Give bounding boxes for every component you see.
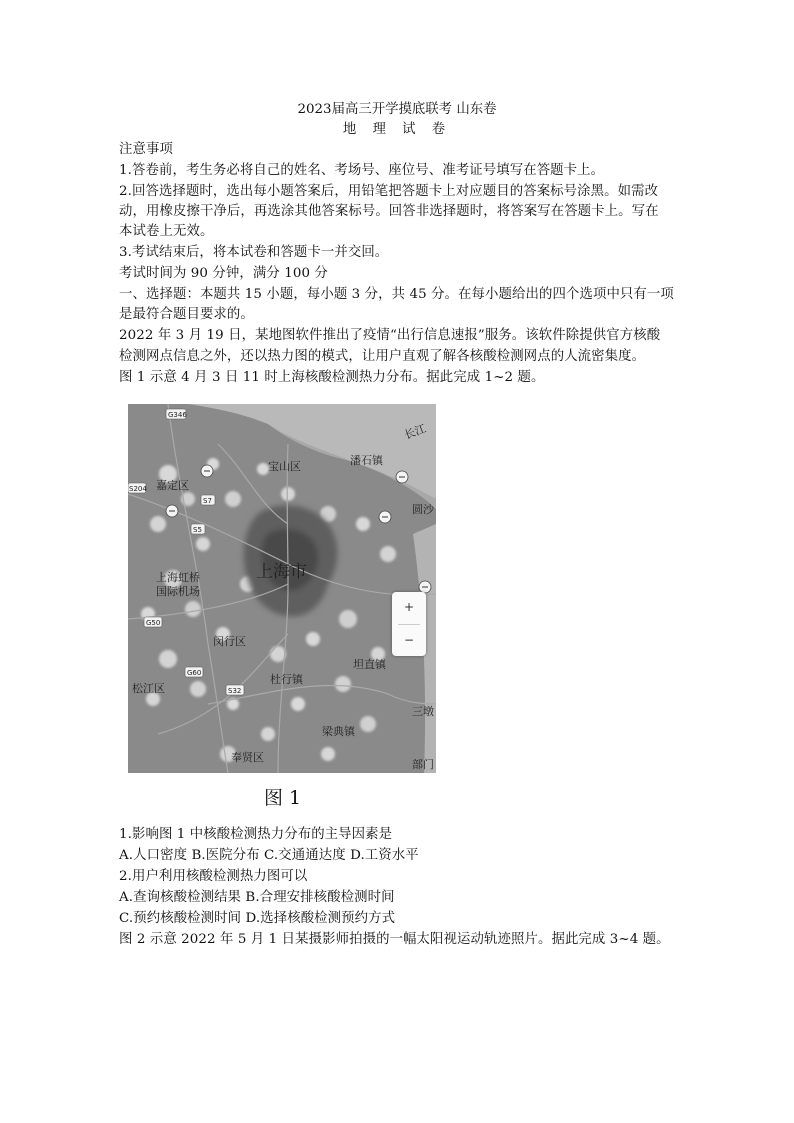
notice-item: 本试卷上无效。 — [119, 224, 214, 239]
notice-item: 2.回答选择题时，选出每小题答案后，用铅笔把答题卡上对应题目的答案标号涂黑。如需改 — [119, 184, 659, 199]
subject-title: 地 理 试 卷 — [342, 122, 452, 137]
heatmap-svg — [128, 404, 436, 773]
question-options: C.预约核酸检测时间 D.选择核酸检测预约方式 — [119, 911, 396, 926]
road-label: G50 — [146, 619, 161, 627]
zoom-out-button[interactable]: − — [403, 633, 415, 647]
exam-duration: 考试时间为 90 分钟，满分 100 分 — [119, 266, 328, 281]
zoom-in-button[interactable]: + — [403, 600, 415, 614]
section-heading: 一、选择题：本题共 15 小题，每小题 3 分，共 45 分。在每小题给出的四个选项中只有一项 — [119, 287, 674, 302]
road-label: G346 — [168, 411, 187, 419]
notice-item: 1.答卷前，考生务必将自己的姓名、考场号、座位号、准考证号填写在答题卡上。 — [119, 163, 605, 178]
place-label: 奉贤区 — [231, 751, 264, 764]
notice-item: 动，用橡皮擦干净后，再选涂其他答案标号。回答非选择题时，将答案写在答题卡上。写在 — [119, 204, 659, 219]
place-label: 松江区 — [132, 682, 165, 695]
road-label: S5 — [193, 526, 202, 534]
road-label: S7 — [203, 497, 212, 505]
heatmap-figure — [128, 404, 436, 773]
place-label: 圆沙 — [412, 503, 434, 516]
question-stem: 1.影响图 1 中核酸检测热力分布的主导因素是 — [119, 827, 393, 842]
question-options: A.人口密度 B.医院分布 C.交通通达度 D.工资水平 — [119, 848, 419, 863]
place-label: 部门 — [412, 758, 434, 771]
place-label: 长江 — [402, 422, 428, 442]
place-label: 国际机场 — [156, 585, 200, 598]
question-stem: 2.用户利用核酸检测热力图可以 — [119, 869, 308, 884]
intro-paragraph: 2022 年 3 月 19 日，某地图软件推出了疫情“出行信息速报”服务。该软件除提供官方核酸 — [119, 328, 661, 343]
intro-paragraph: 图 1 示意 4 月 3 日 11 时上海核酸检测热力分布。据此完成 1~2 题。 — [119, 370, 545, 385]
intro-paragraph: 图 2 示意 2022 年 5 月 1 日某摄影师拍摄的一幅太阳视运动轨迹照片。据此完成 3~4 题。 — [119, 932, 670, 947]
place-label: 嘉定区 — [156, 479, 189, 492]
place-label: 杜行镇 — [270, 673, 303, 686]
place-label: 潘石镇 — [350, 454, 383, 467]
section-heading-cont: 是最符合题目要求的。 — [119, 307, 254, 322]
zoom-control — [392, 592, 426, 656]
figure-caption: 图 1 — [264, 787, 302, 809]
road-label: S32 — [228, 687, 242, 695]
exam-title: 2023届高三开学摸底联考 山东卷 — [297, 102, 497, 117]
place-label: 坦直镇 — [353, 658, 386, 671]
place-label: 闵行区 — [213, 635, 246, 648]
place-label-city: 上海市 — [256, 562, 307, 582]
question-options: A.查询核酸检测结果 B.合理安排核酸检测时间 — [119, 890, 395, 905]
place-label: 宝山区 — [268, 460, 301, 473]
place-label: 上海虹桥 — [156, 571, 200, 584]
notice-heading: 注意事项 — [119, 142, 173, 157]
place-label: 梁典镇 — [322, 725, 355, 738]
intro-paragraph: 检测网点信息之外，还以热力图的模式，让用户直观了解各核酸检测网点的人流密集度。 — [119, 349, 646, 364]
road-label: G60 — [187, 669, 202, 677]
road-label: S204 — [129, 485, 147, 493]
notice-item: 3.考试结束后，将本试卷和答题卡一并交回。 — [119, 245, 389, 260]
place-label: 三墩 — [412, 705, 434, 718]
